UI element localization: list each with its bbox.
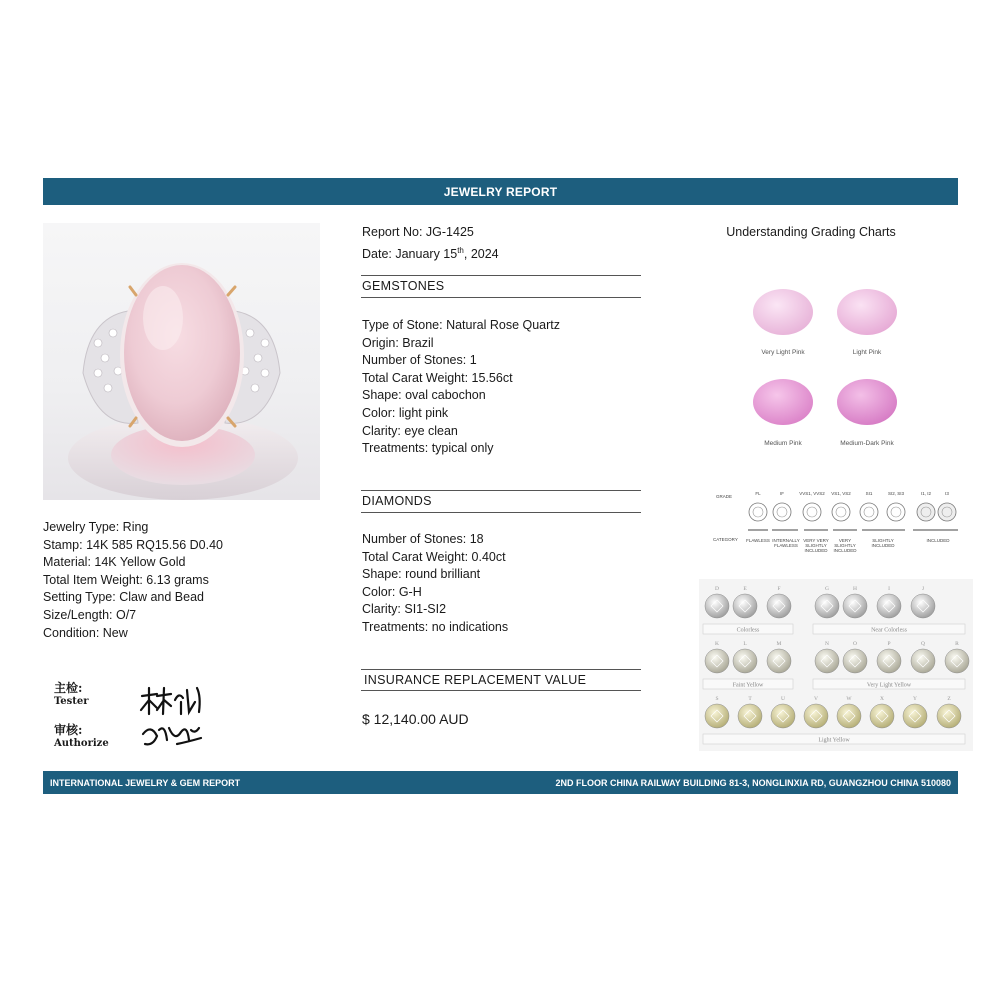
swatch-label: Medium Pink [764,440,802,447]
color-grade-letter: R [955,641,959,647]
diamond-color-sample [733,649,757,673]
color-group-label: Very Light Yellow [866,682,912,689]
diamond-line: Total Carat Weight: 0.40ct [362,549,506,564]
swatch-label: Very Light Pink [761,349,805,356]
color-group-label: Light Yellow [818,737,850,744]
gem-line: Clarity: eye clean [362,423,458,438]
color-grade-letter: T [748,696,752,702]
clarity-grade-chart [700,485,965,560]
diamond-color-sample [738,704,762,728]
report-date: Date: January 15th, 2024 [362,246,499,262]
gem-line: Number of Stones: 1 [362,353,477,368]
insurance-heading: INSURANCE REPLACEMENT VALUE [364,673,587,687]
diamond-color-sample [771,704,795,728]
spec-setting-type: Setting Type: Claw and Bead [43,590,204,605]
report-number: Report No: JG-1425 [362,225,474,239]
clarity-category: INCLUDED [833,548,857,553]
diamond-color-sample [767,649,791,673]
clarity-grade: I1, I2 [920,491,932,496]
swatch-label: Medium-Dark Pink [840,440,894,447]
diamond-color-sample [815,649,839,673]
swatch-light-pink [837,289,897,335]
clarity-grade: FL [755,491,761,496]
gem-line: Type of Stone: Natural Rose Quartz [362,318,561,332]
diamond-line: Number of Stones: 18 [362,532,484,546]
authorize-label-en: Authorize [54,738,109,749]
report-footer-band [43,771,958,794]
color-group-label: Faint Yellow [732,682,764,689]
diamond-color-sample [733,594,757,618]
clarity-grade-label: GRADE [716,494,733,499]
color-grade-letter: U [781,696,785,702]
clarity-category: INCLUDED [804,548,828,553]
clarity-category: INCLUDED [871,543,895,548]
diamond-color-sample [804,704,828,728]
color-grade-letter: D [715,586,719,592]
spec-condition: Condition: New [43,625,128,640]
color-grade-letter: K [715,641,719,647]
diamond-color-sample [911,594,935,618]
color-grade-letter: H [853,586,857,592]
clarity-category: VERY VERY [803,538,829,543]
color-grade-letter: W [846,696,852,702]
footer-address: 2ND FLOOR CHINA RAILWAY BUILDING 81-3, NONGLINXIA RD, GUANGZHOU CHINA 510080 [555,778,951,788]
color-grade-letter: S [715,696,719,702]
diamond-color-scale [699,579,973,751]
gem-line: Color: light pink [362,405,449,420]
spec-material: Material: 14K Yellow Gold [43,555,186,570]
diamond-line: Treatments: no indications [362,619,509,634]
clarity-grade: I3 [945,491,949,496]
clarity-category: FLAWLESS [746,538,770,543]
swatch-very-light-pink [753,289,813,335]
signature-block [52,676,222,756]
diamonds-heading: DIAMONDS [362,494,432,508]
clarity-grade: VVS1, VVS2 [799,491,825,496]
gem-line: Total Carat Weight: 15.56ct [362,370,513,385]
swatch-medium-dark-pink [837,379,897,425]
diamond-color-sample [705,594,729,618]
spec-size: Size/Length: O/7 [43,607,137,622]
clarity-grade: VS1, VS2 [831,491,851,496]
spec-stamp: Stamp: 14K 585 RQ15.56 D0.40 [43,537,223,552]
diamond-color-sample [705,704,729,728]
diamond-color-sample [705,649,729,673]
diamond-color-scale-graphic [699,579,973,751]
item-specs [43,519,223,642]
clarity-category: VERY [838,538,852,543]
color-grade-letter: G [825,586,829,592]
diamond-color-sample [877,594,901,618]
swatch-label: Light Pink [852,349,882,356]
clarity-category: SLIGHTLY [805,543,827,548]
clarity-category: INCLUDED [926,538,950,543]
report-title: JEWELRY REPORT [443,185,558,199]
color-grade-letter: V [814,696,818,702]
diamond-line: Color: G-H [362,584,422,599]
gem-line: Treatments: typical only [362,441,494,456]
clarity-diamond-icon [749,503,767,521]
color-grade-letter: O [853,641,857,647]
diamond-line: Shape: round brilliant [362,567,481,582]
clarity-grade: IF [780,491,784,496]
diamond-color-sample [837,704,861,728]
clarity-diamond-icon [773,503,791,521]
diamond-color-sample [877,649,901,673]
color-grade-letter: L [743,641,747,647]
ring-photo [43,223,320,500]
gem-line: Origin: Brazil [362,335,434,350]
clarity-diamond-icon [832,503,850,521]
insurance-rule-bottom [361,690,641,691]
diamond-color-sample [911,649,935,673]
gemstones-heading: GEMSTONES [362,279,445,293]
insurance-value: $ 12,140.00 AUD [362,711,469,727]
clarity-diamond-icon [917,503,935,521]
clarity-category: FLAWLESS [774,543,798,548]
diamond-color-sample [843,649,867,673]
clarity-category: SLIGHTLY [872,538,894,543]
diamond-color-sample [767,594,791,618]
authorize-label-cn: 审核: [54,723,83,737]
clarity-category: INTERNALLY [772,538,800,543]
diamonds-rule-bottom [361,512,641,513]
color-group-label: Colorless [736,627,760,634]
color-grade-letter: Y [913,696,917,702]
color-grade-letter: M [776,641,782,647]
gemstones-details [362,317,560,458]
color-grade-letter: F [777,586,781,592]
clarity-grade: SI1 [865,491,873,496]
clarity-diamond-icon [860,503,878,521]
color-grade-letter: E [743,586,747,592]
insurance-rule-top [361,669,641,670]
clarity-diamond-icon [803,503,821,521]
color-group-label: Near Colorless [871,627,907,634]
clarity-grade: SI2, SI3 [887,491,905,496]
clarity-diamond-icon [938,503,956,521]
tester-label-cn: 主检: [54,681,83,695]
grading-charts-title: Understanding Grading Charts [726,225,896,239]
diamond-color-sample [937,704,961,728]
diamond-color-sample [815,594,839,618]
color-grade-letter: P [887,641,891,647]
diamonds-rule-top [361,490,641,491]
color-grade-letter: Z [947,696,951,702]
diamond-color-sample [870,704,894,728]
spec-jewelry-type: Jewelry Type: Ring [43,520,149,534]
diamond-color-sample [945,649,969,673]
diamonds-details [362,531,508,637]
clarity-category-label: CATEGORY [713,537,738,542]
swatch-medium-pink [753,379,813,425]
report-header-band [43,178,958,205]
clarity-category: SLIGHTLY [834,543,856,548]
handwritten-signatures [137,684,207,756]
tester-label-en: Tester [54,696,89,707]
gemstones-rule-top [361,275,641,276]
diamond-line: Clarity: SI1-SI2 [362,602,447,617]
diamond-color-sample [843,594,867,618]
footer-org-name: INTERNATIONAL JEWELRY & GEM REPORT [50,778,241,788]
gem-line: Shape: oval cabochon [362,388,486,403]
color-grade-letter: N [825,641,829,647]
pink-color-swatches [745,285,915,435]
color-grade-letter: I [888,586,890,592]
color-grade-letter: Q [921,641,925,647]
gemstones-rule-bottom [361,297,641,298]
clarity-diamond-icon [887,503,905,521]
diamond-color-sample [903,704,927,728]
color-grade-letter: J [921,586,925,592]
spec-total-weight: Total Item Weight: 6.13 grams [43,572,209,587]
color-grade-letter: X [880,696,884,702]
